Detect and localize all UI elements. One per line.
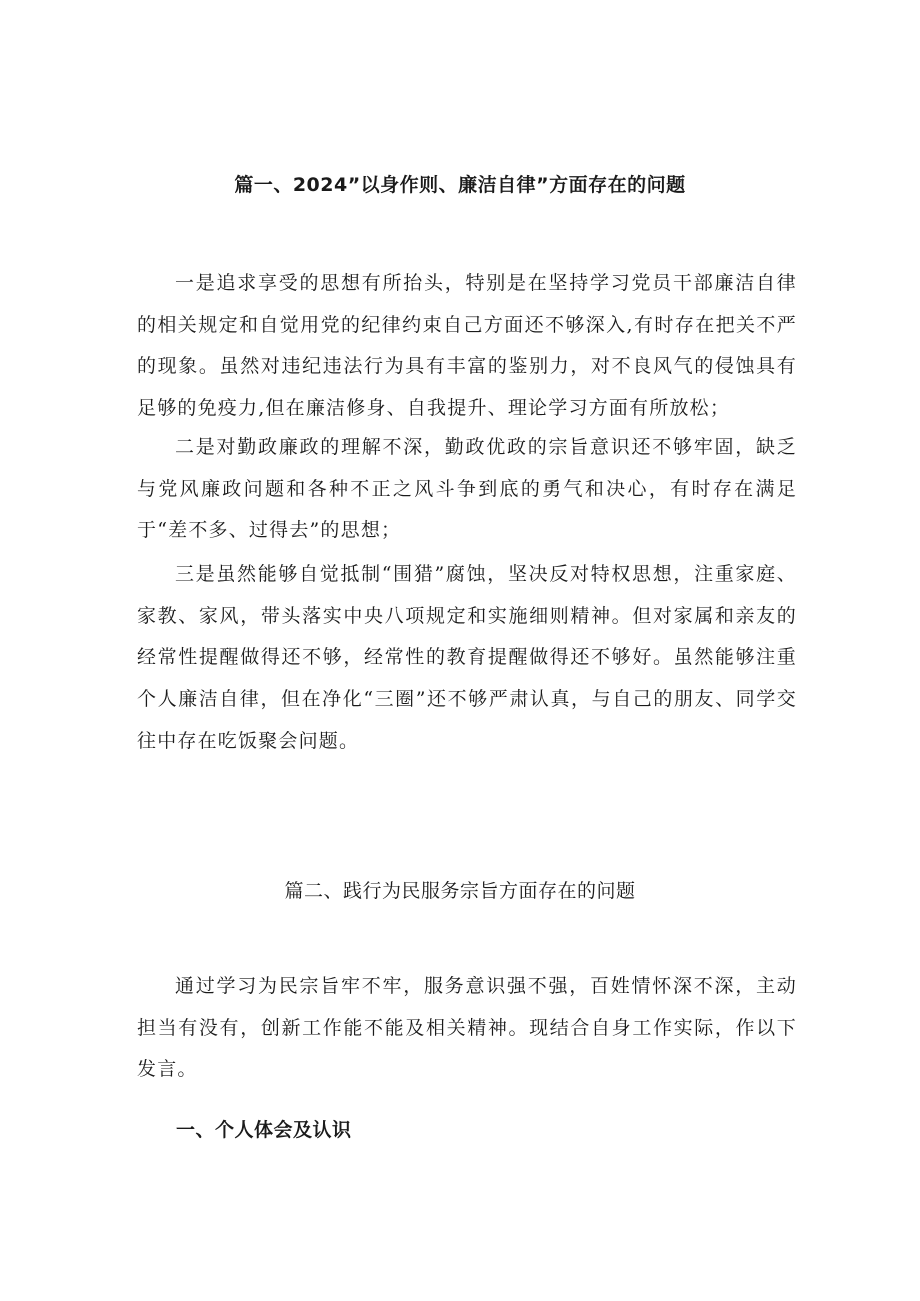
section-2-paragraph-1: 通过学习为民宗旨牢不牢，服务意识强不强，百姓情怀深不深，主动担当有没有，创新工作能不能及相关精神。现结合自身工作实际，作以下发言。: [137, 975, 797, 1081]
section-2-title: 篇二、践行为民服务宗旨方面存在的问题: [284, 880, 636, 902]
section-1-paragraph-1: 一是追求享受的思想有所抬头，特别是在坚持学习党员干部廉洁自律的相关规定和自觉用党的纪律约束自己方面还不够深入,有时存在把关不严的现象。虽然对违纪违法行为具有丰富的鉴别力，对不良风气的侵蚀具有足够的免疫力,但在廉洁修身、自我提升、理论学习方面有所放松；: [137, 272, 797, 420]
section-1-paragraph-3: 三是虽然能够自觉抵制“围猎”腐蚀，坚决反对特权思想，注重家庭、家教、家风，带头落实中央八项规定和实施细则精神。但对家属和亲友的经常性提醒做得还不够，经常性的教育提醒做得还不够好。虽然能够注重个人廉洁自律，但在净化“三圈”还不够严肃认真，与自己的朋友、同学交往中存在吃饭聚会问题。: [137, 563, 797, 752]
section-2-subheading: 一、个人体会及认识: [176, 1119, 352, 1141]
section-1-title: 篇一、2024”以身作则、廉洁自律”方面存在的问题: [234, 174, 686, 196]
section-1-paragraph-2: 二是对勤政廉政的理解不深，勤政优政的宗旨意识还不够牢固，缺乏与党风廉政问题和各种不正之风斗争到底的勇气和决心，有时存在满足于“差不多、过得去”的思想；: [137, 436, 797, 542]
